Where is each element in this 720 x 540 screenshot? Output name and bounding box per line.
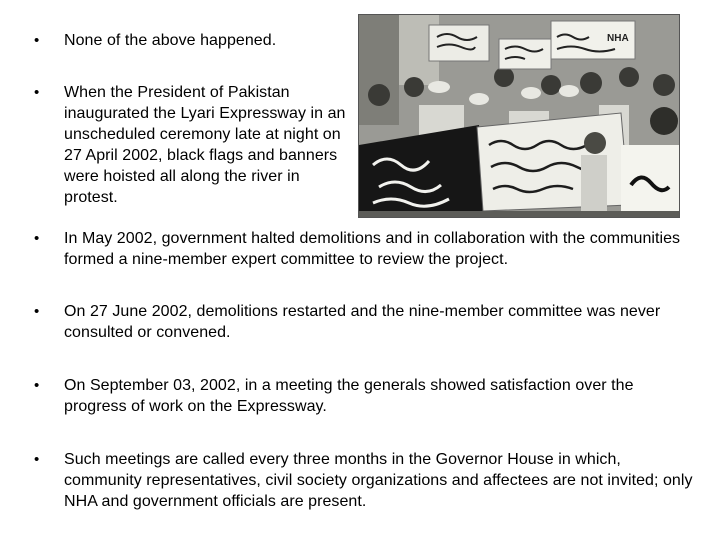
bullet-marker: • (34, 84, 40, 101)
bullet-marker: • (34, 32, 40, 49)
bullet-text: On September 03, 2002, in a meeting the generals showed satisfaction over the progress of work on the Expressway. (64, 377, 634, 415)
sign-text: NHA (607, 33, 629, 44)
bullet-text: None of the above happened. (64, 32, 277, 49)
bullet-marker: • (34, 303, 40, 320)
bullet-text: On 27 June 2002, demolitions restarted and the nine-member committee was never consulted or convened. (64, 303, 661, 341)
bullet-text: In May 2002, government halted demolitions and in collaboration with the communities formed a nine-member expert committee to review the project. (64, 230, 681, 268)
bullet-text: When the President of Pakistan inaugurated the Lyari Expressway in an unscheduled ceremony late at night on 27 April 2002, black flags and banners were hoisted all along the river in protest. (64, 84, 346, 206)
protest-photo (358, 14, 680, 218)
bullet-marker: • (34, 230, 40, 247)
bullet-text: Such meetings are called every three months in the Governor House in which, community representatives, civil society organizations and affectees are not invited; only NHA and government officials are present. (64, 451, 693, 510)
bullet-marker: • (34, 451, 40, 468)
bullet-marker: • (34, 377, 40, 394)
